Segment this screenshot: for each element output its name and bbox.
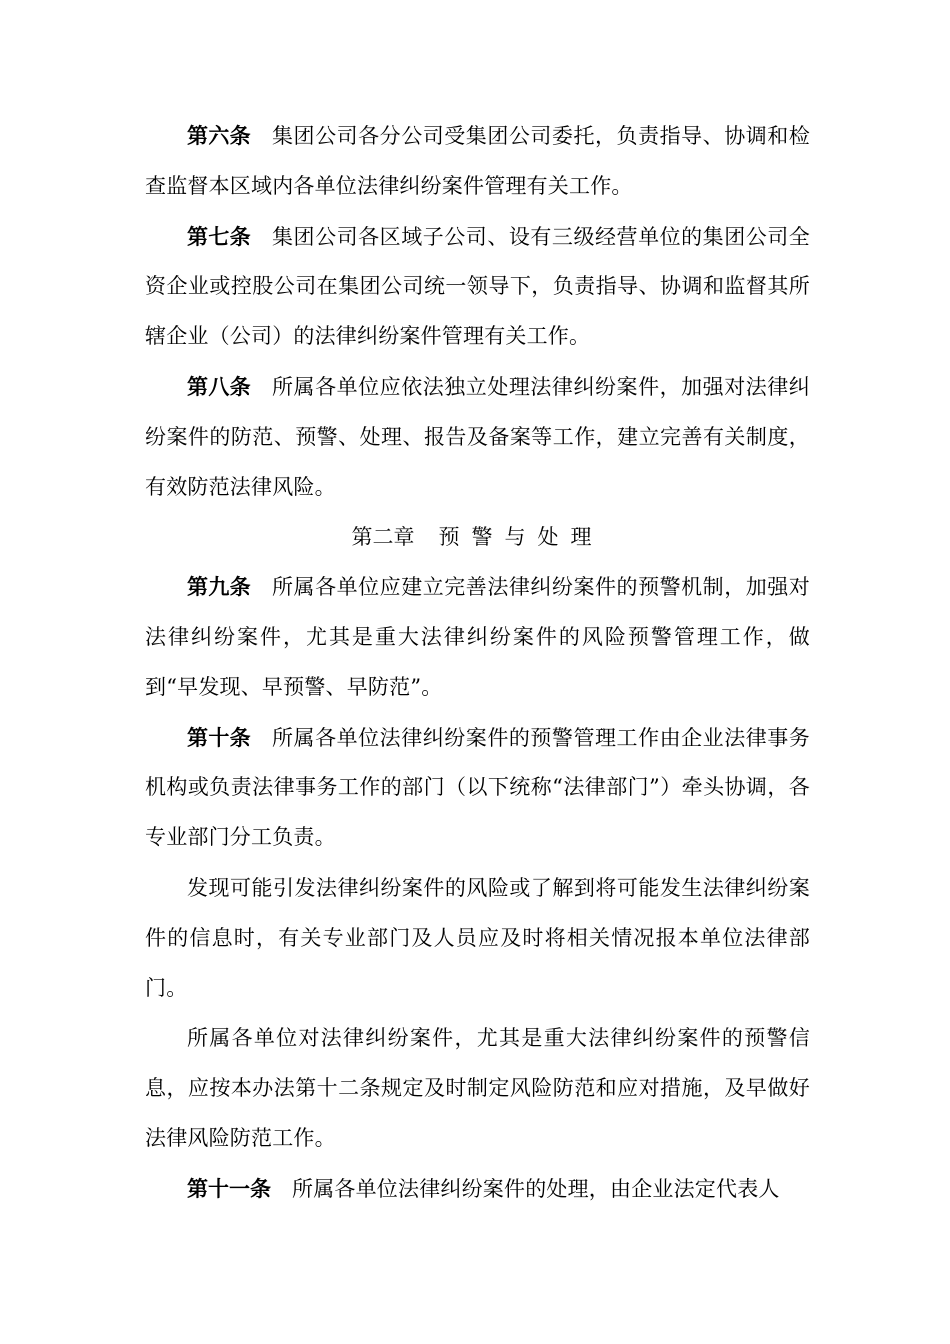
article-10-paragraph-3: [145, 1014, 810, 1163]
article-10-paragraph-2: [145, 864, 810, 1013]
article-label: 第八条: [187, 374, 251, 399]
article-9: [145, 563, 810, 712]
article-label: 第七条: [187, 224, 251, 249]
article-label: 第六条: [187, 124, 251, 148]
article-7: [145, 213, 810, 362]
chapter-number: 第二章: [351, 525, 415, 550]
article-11: [145, 1165, 810, 1215]
article-text: 集团公司各区域子公司、设有三级经营单位的集团公司全资企业或控股公司在集团公司统一领导下，负责指导、协调和监督其所辖企业（公司）的法律纠纷案件管理有关工作。: [145, 224, 810, 349]
article-8: [145, 363, 810, 512]
article-6: [145, 112, 810, 212]
article-text: 集团公司各分公司受集团公司委托，负责指导、协调和检查监督本区域内各单位法律纠纷案件管理有关工作。: [145, 124, 810, 198]
article-label: 第十条: [187, 725, 251, 750]
article-text: 所属各单位应建立完善法律纠纷案件的预警机制，加强对法律纠纷案件，尤其是重大法律纠纷案件的风险预警管理工作，做到“早发现、早预警、早防范”。: [145, 575, 810, 699]
paragraph-text: 所属各单位对法律纠纷案件，尤其是重大法律纠纷案件的预警信息，应按本办法第十二条规定及时制定风险防范和应对措施，及早做好法律风险防范工作。: [145, 1026, 810, 1150]
chapter-title: 预警与处理: [438, 525, 604, 550]
document-page: [145, 112, 810, 1216]
article-text: 所属各单位法律纠纷案件的处理，由企业法定代表人: [292, 1176, 780, 1201]
article-label: 第九条: [187, 575, 251, 600]
article-text: 所属各单位法律纠纷案件的预警管理工作由企业法律事务机构或负责法律事务工作的部门（以下统称“法律部门”）牵头协调，各专业部门分工负责。: [145, 725, 810, 850]
paragraph-text: 发现可能引发法律纠纷案件的风险或了解到将可能发生法律纠纷案件的信息时，有关专业部门及人员应及时将相关情况报本单位法律部门。: [145, 875, 810, 1000]
article-label: 第十一条: [187, 1176, 271, 1201]
article-10: [145, 714, 810, 863]
article-text: 所属各单位应依法独立处理法律纠纷案件，加强对法律纠纷案件的防范、预警、处理、报告及备案等工作，建立完善有关制度，有效防范法律风险。: [145, 374, 810, 499]
chapter-heading: [145, 513, 810, 563]
